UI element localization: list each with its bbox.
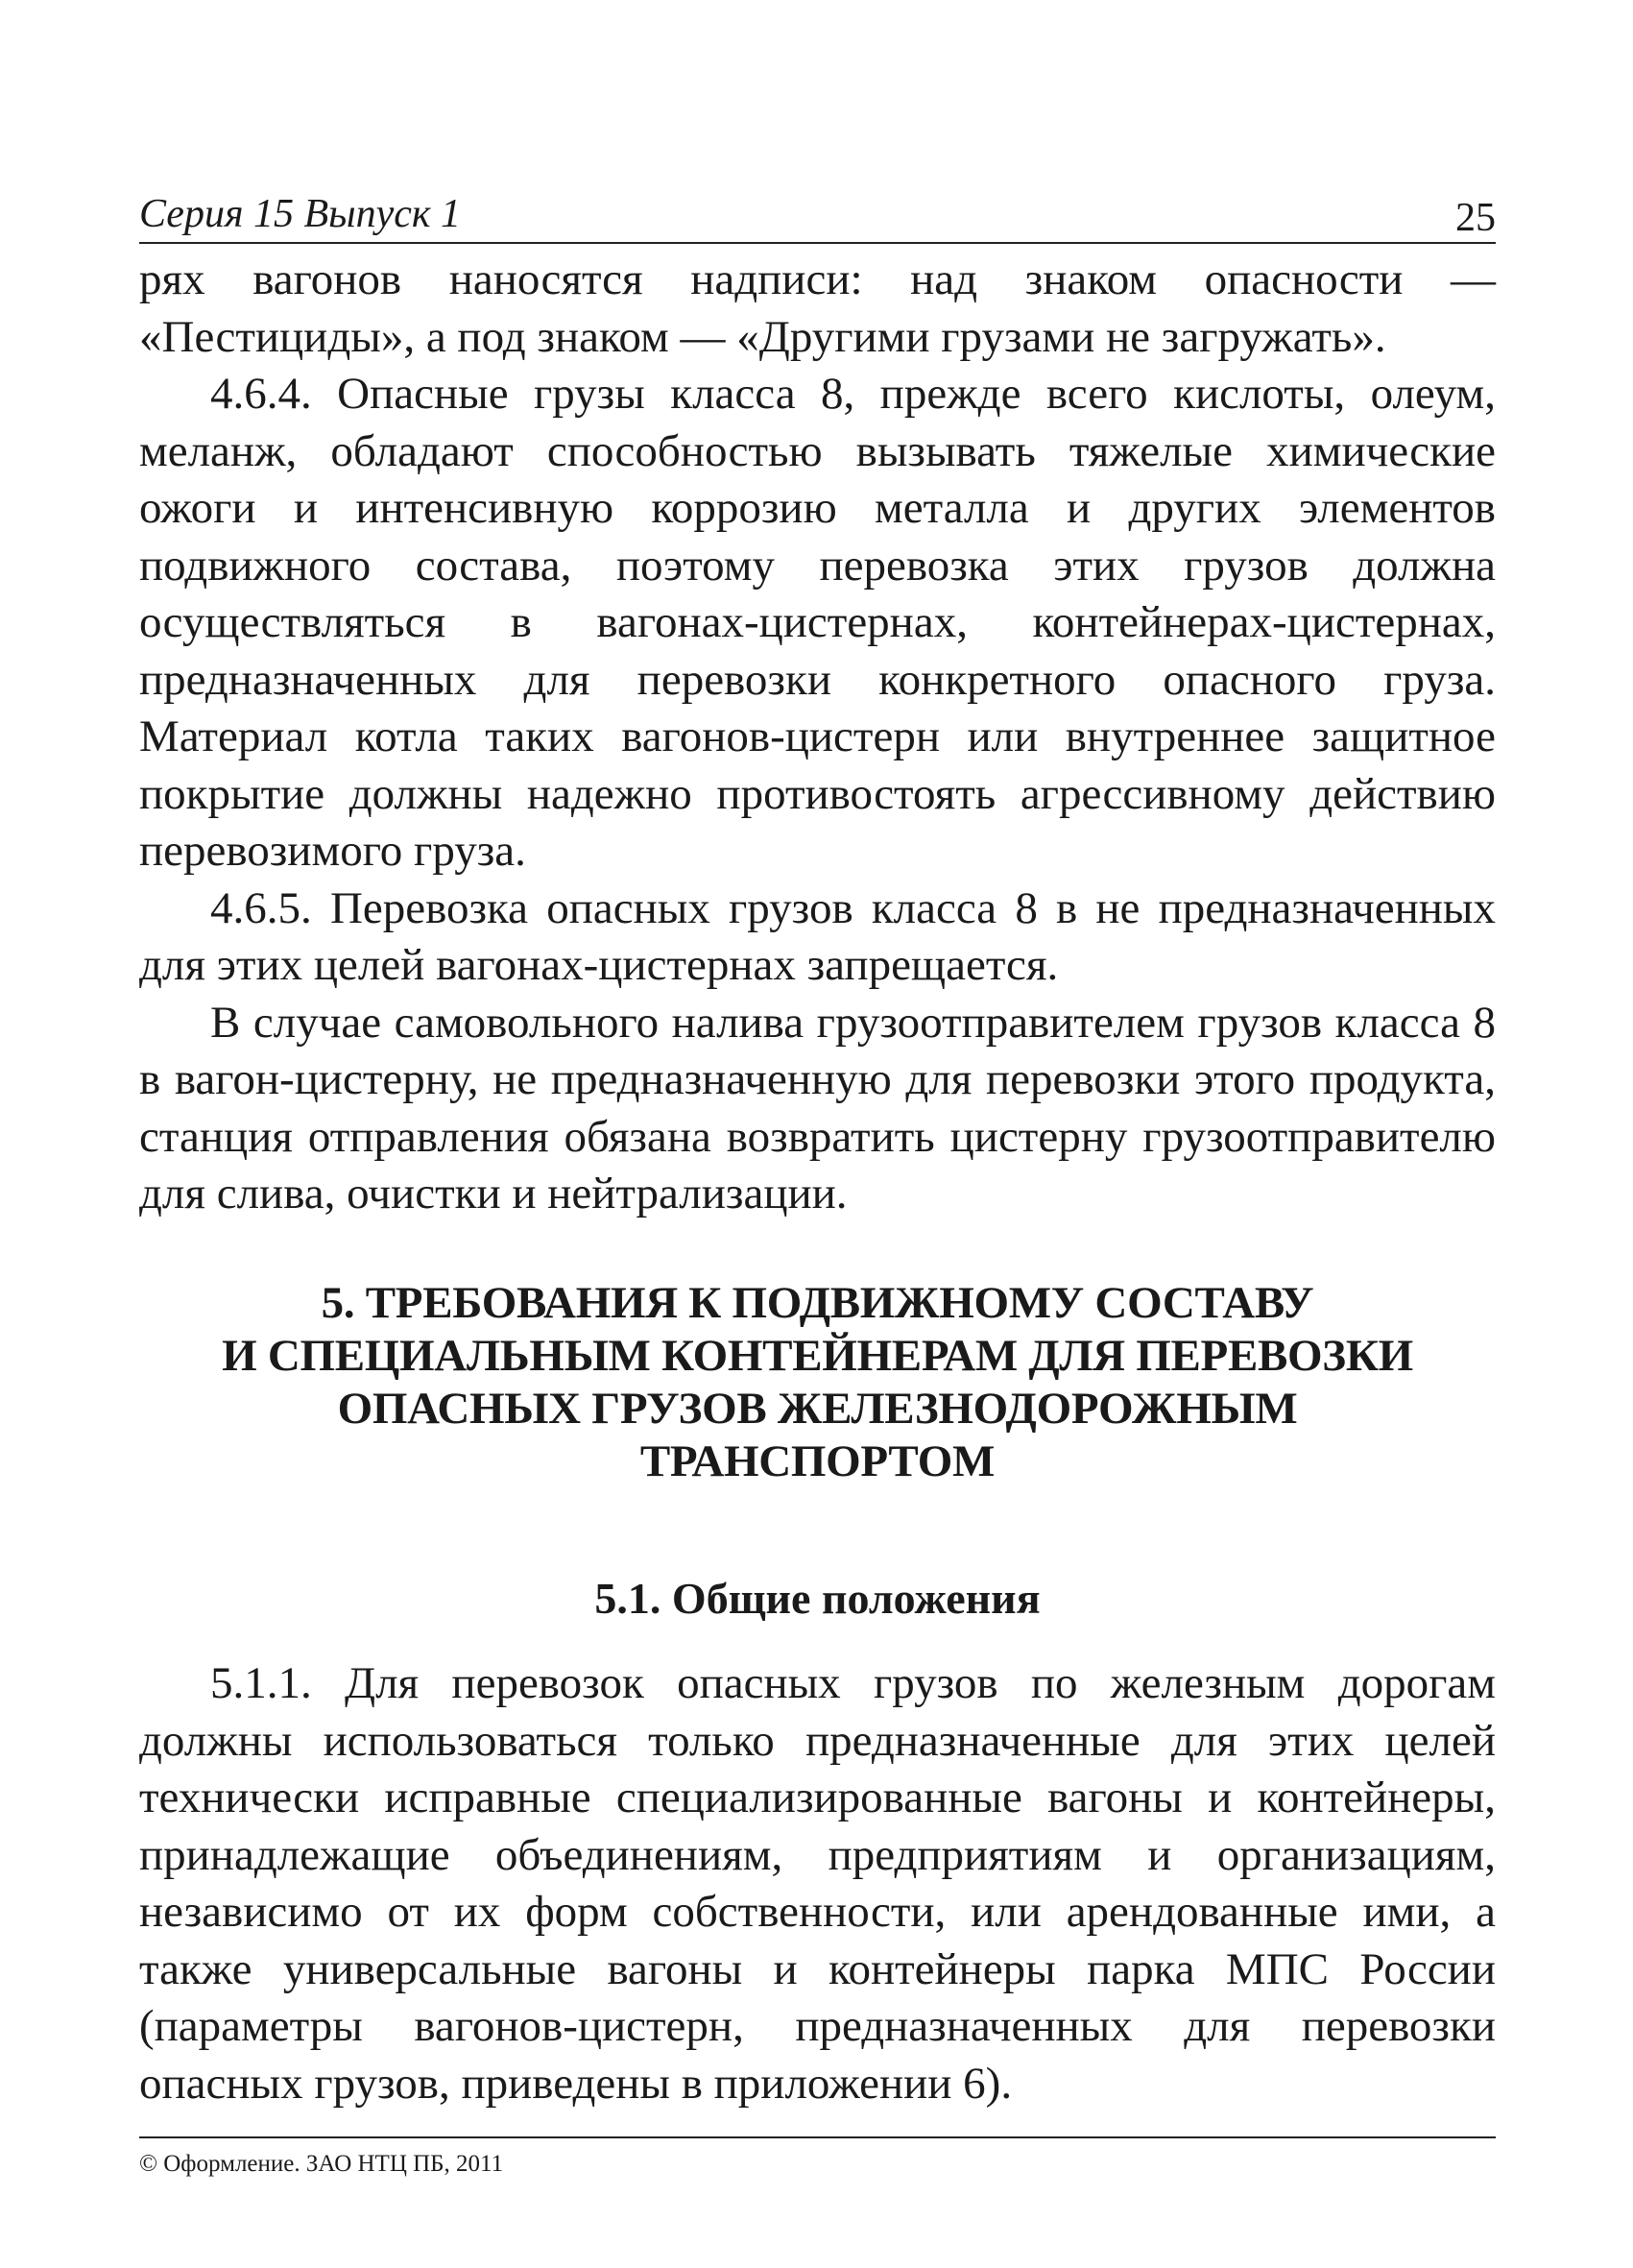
running-header xyxy=(139,188,1496,244)
paragraph-continuation: рях вагонов наносятся надписи: над знаком опасности — «Пестициды», а под знаком — «Другими грузами не загружать». xyxy=(139,254,1496,362)
series-label: Серия 15 Выпуск 1 xyxy=(139,192,461,236)
section-heading-line: ОПАСНЫХ ГРУЗОВ ЖЕЛЕЗНОДОРОЖНЫМ xyxy=(337,1384,1298,1434)
section-heading xyxy=(139,1277,1496,1488)
page-number: 25 xyxy=(1455,196,1496,240)
section-heading-line: 5. ТРЕБОВАНИЯ К ПОДВИЖНОМУ СОСТАВУ xyxy=(321,1278,1314,1328)
body-text-bottom xyxy=(139,1655,1496,2112)
paragraph-4-6-4: 4.6.4. Опасные грузы класса 8, прежде всего кислоты, олеум, меланж, обладают способностью вызывать тяжелые химические ожоги и интенсивную коррозию металла и других элементов подвижного состава, поэтому перевозка этих грузов должна осуществляться в вагонах-цистернах, контейнерах-цистернах, предназначенных для перевозки конкретного опасного груза. Материал котла таких вагонов-цистерн или внутреннее защитное покрытие должны надежно противостоять агрессивному действию перевозимого груза. xyxy=(139,369,1496,876)
section-heading-line: И СПЕЦИАЛЬНЫМ КОНТЕЙНЕРАМ ДЛЯ ПЕРЕВОЗКИ xyxy=(222,1331,1413,1381)
footer-copyright: © Оформление. ЗАО НТЦ ПБ, 2011 xyxy=(139,2151,504,2177)
body-text-top xyxy=(139,252,1496,1223)
section-heading-line: ТРАНСПОРТОМ xyxy=(639,1436,996,1486)
subsection-heading: 5.1. Общие положения xyxy=(594,1574,1041,1623)
paragraph-5-1-1: 5.1.1. Для перевозок опасных грузов по железным дорогам должны использоваться только предназначенные для этих целей технически исправные специализированные вагоны и контейнеры, принадлежащие объединениям, предприятиям и организациям, независимо от их форм собственности, или арендованные ими, а также универсальные вагоны и контейнеры парка МПС России (параметры вагонов-цистерн, предназначенных для перевозки опасных грузов, приведены в приложении 6). xyxy=(139,1658,1496,2109)
paragraph-4-6-5: 4.6.5. Перевозка опасных грузов класса 8 в не предназначенных для этих целей вагонах-цистернах запрещается. xyxy=(139,882,1496,990)
paragraph-self-loading: В случае самовольного налива грузоотправителем грузов класса 8 в вагон-цистерну, не предназначенную для перевозки этого продукта, станция отправления обязана возвратить цистерну грузоотправителю для слива, очистки и нейтрализации. xyxy=(139,997,1496,1218)
footer-divider xyxy=(139,2136,1496,2138)
